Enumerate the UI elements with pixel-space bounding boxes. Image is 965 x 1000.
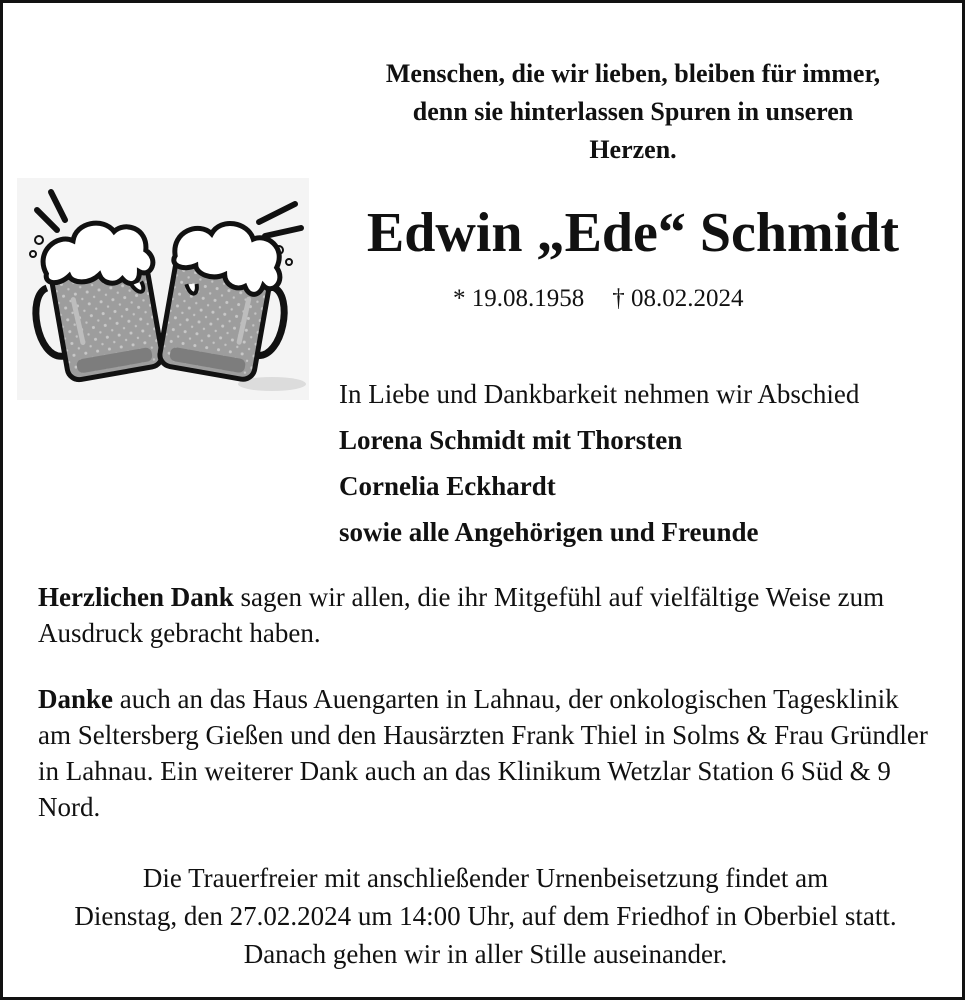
beer-mugs-toast-icon [17,178,309,400]
funeral-info [23,859,948,973]
thanks-paragraph [38,579,938,651]
mourner-name: Cornelia Eckhardt [339,471,556,501]
thanks-institutions-paragraph [38,681,938,825]
thanks-lead: Herzlichen Dank [38,582,234,612]
thanks-text: sagen wir allen, die ihr Mitgefühl auf vielfältige Weise zum Ausdruck gebracht haben. [38,582,885,648]
funeral-line-2: Dienstag, den 27.02.2024 um 14:00 Uhr, auf dem Friedhof in Oberbiel statt. [74,901,897,931]
mourner-name: Lorena Schmidt mit Thorsten [339,425,683,455]
farewell-intro: In Liebe und Dankbarkeit nehmen wir Abschied [339,379,860,409]
deceased-name: Edwin „Ede“ Schmidt [366,202,900,264]
family-block [339,371,954,555]
death-date: † 08.02.2024 [612,285,744,312]
motto-line-3: Herzen. [589,135,677,164]
motto-line-2: denn sie hinterlassen Spuren in unseren [412,97,854,126]
thanks2-lead: Danke [38,684,114,714]
funeral-line-3: Danach gehen wir in aller Stille auseinander. [243,939,728,969]
motto-line-1: Menschen, die wir lieben, bleiben für immer, [385,59,881,88]
life-dates [453,281,772,317]
mourner-name: sowie alle Angehörigen und Freunde [339,517,759,547]
motto-quote [323,55,943,169]
birth-date: * 19.08.1958 [453,285,585,312]
funeral-line-1: Die Trauerfreier mit anschließender Urnenbeisetzung findet am [142,863,829,893]
thanks2-text: auch an das Haus Auengarten in Lahnau, der onkologischen Tagesklinik am Seltersberg Gießen und den Hausärzten Frank Thiel in Solms & Frau Gründler in Lahnau. Ein weiterer Dank auch an das Klinikum Wetzlar Station 6 Süd & 9 Nord. [38,684,928,822]
